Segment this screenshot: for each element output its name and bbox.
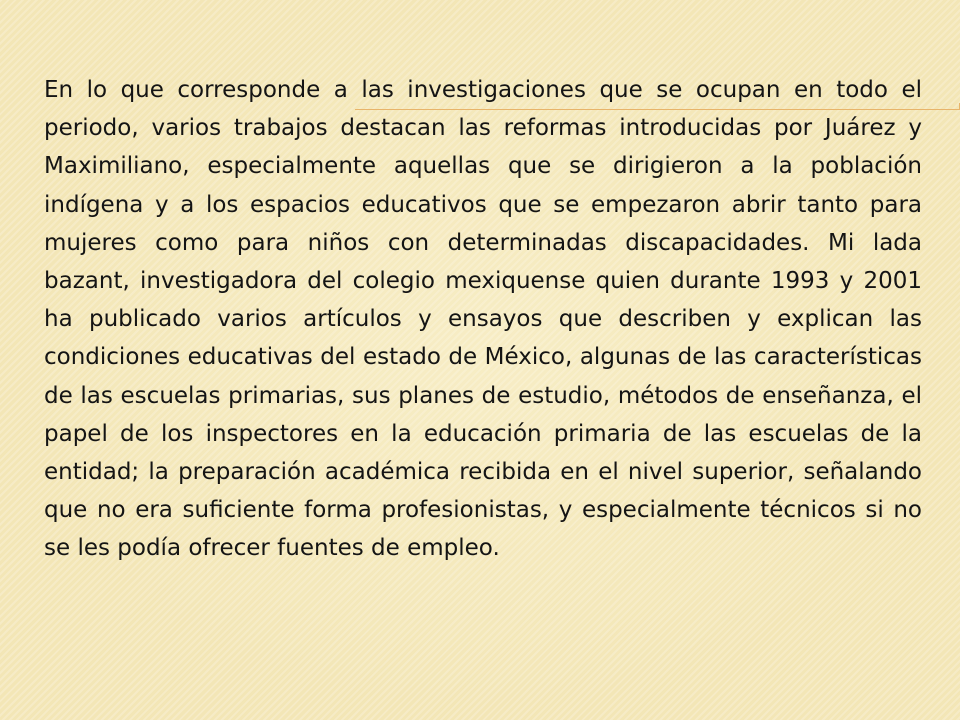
slide-body-paragraph: En lo que corresponde a las investigaciones que se ocupan en todo el periodo, varios trabajos destacan las reformas introducidas por Juárez y Maximiliano, especialmente aquellas que se dirigieron a la población indígena y a los espacios educativos que se empezaron abrir tanto para mujeres como para niños con determinadas discapacidades. Mi lada bazant, investigadora del colegio mexiquense quien durante 1993 y 2001 ha publicado varios artículos y ensayos que describen y explican las condiciones educativas del estado de México, algunas de las características de las escuelas primarias, sus planes de estudio, métodos de enseñanza, el papel de los inspectores en la educación primaria de las escuelas de la entidad; la preparación académica recibida en el nivel superior, señalando que no era suficiente forma profesionistas, y especialmente técnicos si no se les podía ofrecer fuentes de empleo. [44, 77, 922, 562]
